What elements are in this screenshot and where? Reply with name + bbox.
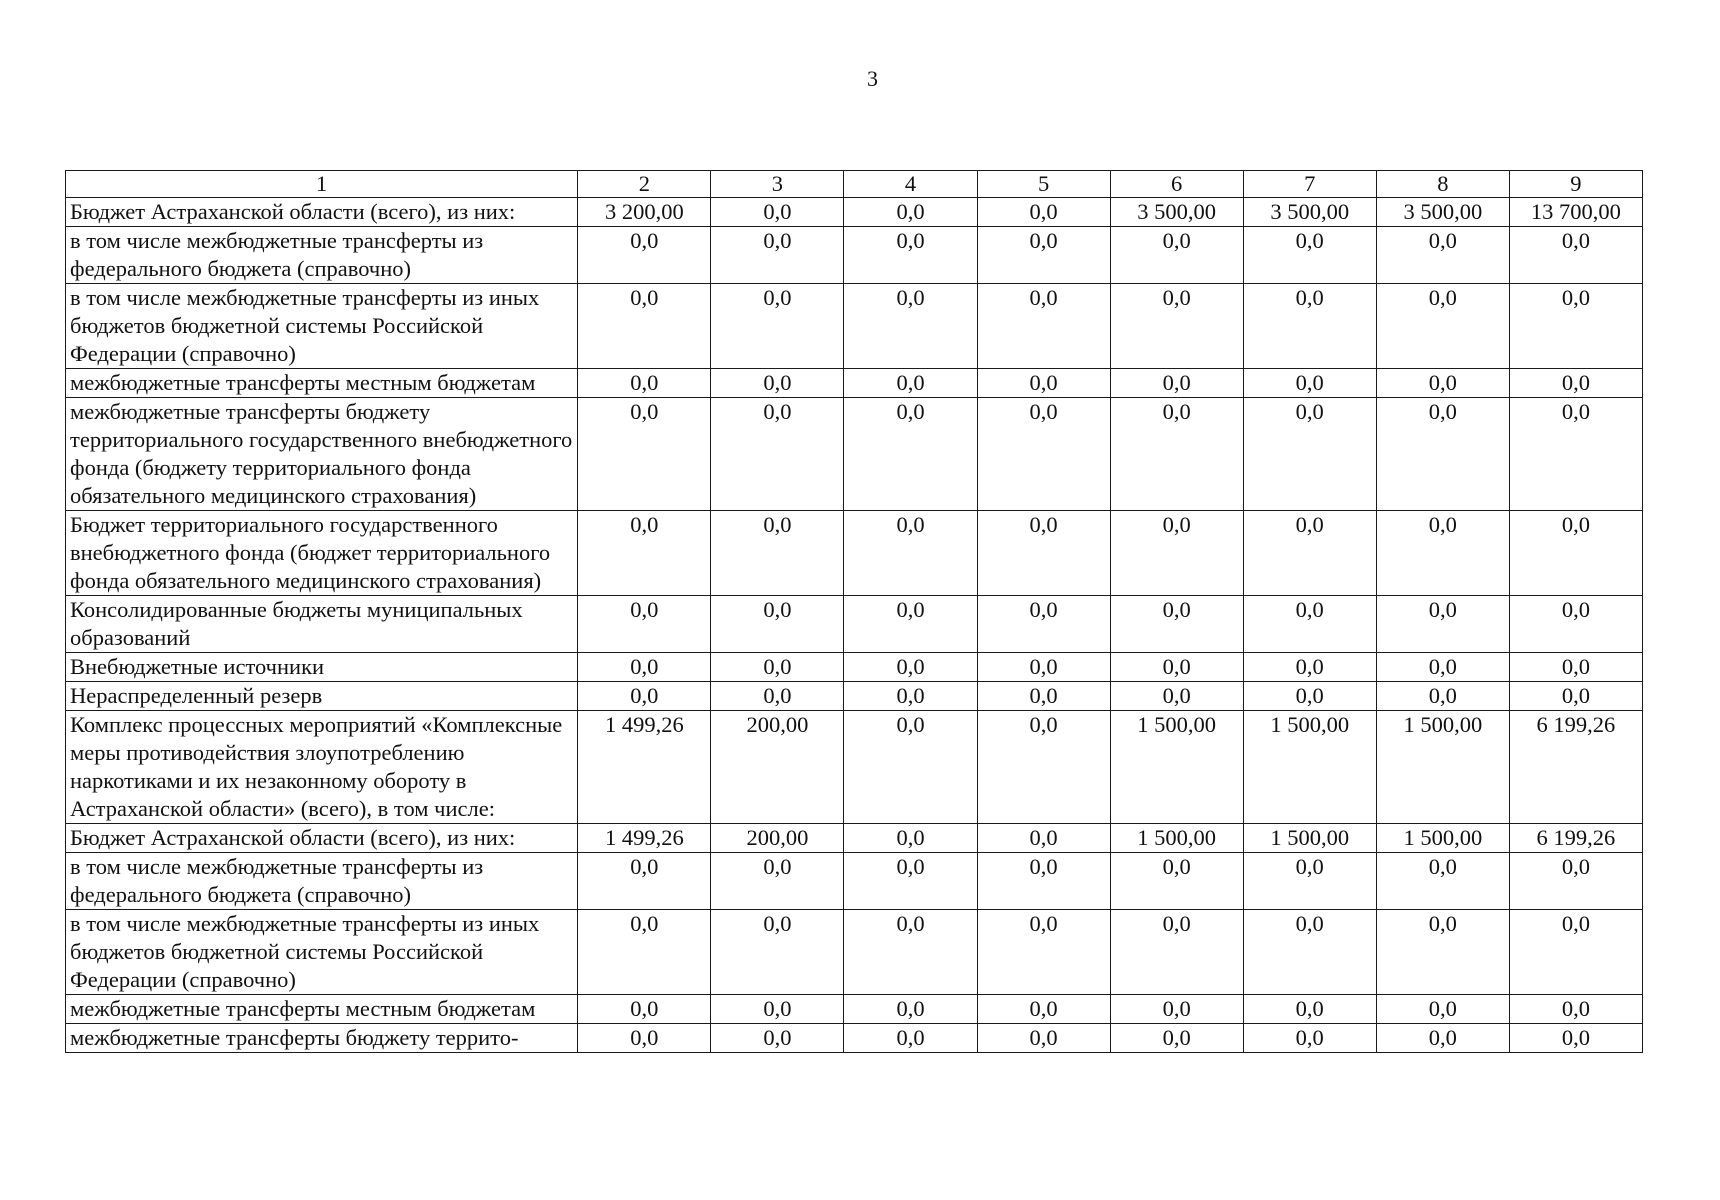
value-cell: 0,0 — [977, 1024, 1110, 1053]
row-label: межбюджетные трансферты местным бюджетам — [66, 369, 578, 398]
value-cell: 0,0 — [844, 1024, 977, 1053]
column-header: 9 — [1509, 171, 1642, 198]
table-row — [66, 910, 1643, 995]
value-cell: 0,0 — [1243, 369, 1376, 398]
value-cell: 0,0 — [977, 910, 1110, 995]
value-cell: 200,00 — [711, 711, 844, 824]
column-header: 8 — [1376, 171, 1509, 198]
value-cell: 0,0 — [1243, 596, 1376, 653]
column-header: 2 — [578, 171, 711, 198]
value-cell: 3 500,00 — [1376, 198, 1509, 227]
value-cell: 0,0 — [977, 824, 1110, 853]
value-cell: 0,0 — [1509, 653, 1642, 682]
value-cell: 0,0 — [1110, 653, 1243, 682]
table-row — [66, 596, 1643, 653]
value-cell: 0,0 — [1110, 995, 1243, 1024]
value-cell: 3 200,00 — [578, 198, 711, 227]
value-cell: 0,0 — [1243, 653, 1376, 682]
value-cell: 0,0 — [1110, 227, 1243, 284]
value-cell: 0,0 — [977, 711, 1110, 824]
value-cell: 0,0 — [711, 995, 844, 1024]
column-header: 4 — [844, 171, 977, 198]
row-label: Бюджет территориального государственного внебюджетного фонда (бюджет территориального фонда обязательного медицинского страхования) — [66, 511, 578, 596]
value-cell: 0,0 — [1376, 853, 1509, 910]
value-cell: 0,0 — [711, 198, 844, 227]
value-cell: 1 499,26 — [578, 824, 711, 853]
row-label: в том числе межбюджетные трансферты из федерального бюджета (справочно) — [66, 227, 578, 284]
value-cell: 0,0 — [1509, 995, 1642, 1024]
table-row — [66, 398, 1643, 511]
value-cell: 0,0 — [578, 1024, 711, 1053]
column-header: 3 — [711, 171, 844, 198]
value-cell: 0,0 — [1110, 398, 1243, 511]
value-cell: 0,0 — [711, 398, 844, 511]
value-cell: 0,0 — [844, 596, 977, 653]
value-cell: 0,0 — [844, 398, 977, 511]
value-cell: 0,0 — [1376, 369, 1509, 398]
value-cell: 0,0 — [977, 198, 1110, 227]
page-number: 3 — [867, 66, 878, 91]
column-header: 1 — [66, 171, 578, 198]
table-row — [66, 369, 1643, 398]
value-cell: 0,0 — [578, 284, 711, 369]
value-cell: 1 500,00 — [1243, 711, 1376, 824]
row-label: Нераспределенный резерв — [66, 682, 578, 711]
value-cell: 0,0 — [1509, 853, 1642, 910]
row-label: в том числе межбюджетные трансферты из иных бюджетов бюджетной системы Российской Федерации (справочно) — [66, 910, 578, 995]
row-label: межбюджетные трансферты бюджету террито- — [66, 1024, 578, 1053]
value-cell: 0,0 — [1243, 398, 1376, 511]
value-cell: 0,0 — [1509, 910, 1642, 995]
row-label: Внебюджетные источники — [66, 653, 578, 682]
value-cell: 0,0 — [844, 227, 977, 284]
value-cell: 0,0 — [977, 853, 1110, 910]
value-cell: 0,0 — [1243, 511, 1376, 596]
value-cell: 13 700,00 — [1509, 198, 1642, 227]
value-cell: 0,0 — [977, 284, 1110, 369]
value-cell: 0,0 — [1110, 284, 1243, 369]
value-cell: 0,0 — [711, 1024, 844, 1053]
value-cell: 3 500,00 — [1243, 198, 1376, 227]
row-label: Бюджет Астраханской области (всего), из них: — [66, 824, 578, 853]
value-cell: 0,0 — [1376, 227, 1509, 284]
value-cell: 0,0 — [578, 653, 711, 682]
value-cell: 0,0 — [578, 596, 711, 653]
value-cell: 0,0 — [1110, 1024, 1243, 1053]
value-cell: 0,0 — [1243, 284, 1376, 369]
value-cell: 0,0 — [711, 369, 844, 398]
value-cell: 0,0 — [1243, 1024, 1376, 1053]
value-cell: 0,0 — [1376, 398, 1509, 511]
value-cell: 0,0 — [1376, 653, 1509, 682]
row-label: Комплекс процессных мероприятий «Комплексные меры противодействия злоупотреблению наркотиками и их незаконному обороту в Астраханской области» (всего), в том числе: — [66, 711, 578, 824]
table-row — [66, 682, 1643, 711]
table-row — [66, 824, 1643, 853]
table-row — [66, 284, 1643, 369]
value-cell: 0,0 — [977, 398, 1110, 511]
row-label: Консолидированные бюджеты муниципальных образований — [66, 596, 578, 653]
value-cell: 0,0 — [844, 824, 977, 853]
value-cell: 0,0 — [844, 284, 977, 369]
value-cell: 0,0 — [977, 369, 1110, 398]
value-cell: 0,0 — [844, 853, 977, 910]
column-header: 7 — [1243, 171, 1376, 198]
value-cell: 0,0 — [1110, 511, 1243, 596]
value-cell: 1 500,00 — [1243, 824, 1376, 853]
value-cell: 0,0 — [711, 596, 844, 653]
value-cell: 0,0 — [844, 198, 977, 227]
value-cell: 0,0 — [1509, 369, 1642, 398]
value-cell: 0,0 — [578, 227, 711, 284]
column-header: 6 — [1110, 171, 1243, 198]
value-cell: 0,0 — [711, 284, 844, 369]
value-cell: 0,0 — [711, 910, 844, 995]
value-cell: 0,0 — [1376, 596, 1509, 653]
column-header: 5 — [977, 171, 1110, 198]
value-cell: 0,0 — [1243, 227, 1376, 284]
value-cell: 0,0 — [711, 511, 844, 596]
value-cell: 0,0 — [1376, 284, 1509, 369]
value-cell: 1 500,00 — [1110, 711, 1243, 824]
table-row — [66, 995, 1643, 1024]
table-row — [66, 711, 1643, 824]
value-cell: 0,0 — [1509, 284, 1642, 369]
value-cell: 0,0 — [977, 511, 1110, 596]
value-cell: 0,0 — [1243, 995, 1376, 1024]
value-cell: 1 500,00 — [1376, 711, 1509, 824]
row-label: межбюджетные трансферты местным бюджетам — [66, 995, 578, 1024]
value-cell: 0,0 — [1243, 910, 1376, 995]
value-cell: 0,0 — [578, 369, 711, 398]
value-cell: 3 500,00 — [1110, 198, 1243, 227]
value-cell: 0,0 — [977, 227, 1110, 284]
value-cell: 0,0 — [711, 653, 844, 682]
value-cell: 0,0 — [1376, 995, 1509, 1024]
table-header-row — [66, 171, 1643, 198]
value-cell: 0,0 — [1376, 511, 1509, 596]
value-cell: 0,0 — [578, 398, 711, 511]
value-cell: 0,0 — [711, 682, 844, 711]
value-cell: 0,0 — [1376, 682, 1509, 711]
value-cell: 0,0 — [1243, 853, 1376, 910]
value-cell: 0,0 — [578, 853, 711, 910]
value-cell: 0,0 — [1243, 682, 1376, 711]
value-cell: 0,0 — [578, 511, 711, 596]
budget-table — [65, 170, 1643, 1053]
value-cell: 0,0 — [1110, 910, 1243, 995]
value-cell: 0,0 — [578, 682, 711, 711]
value-cell: 0,0 — [844, 711, 977, 824]
table-row — [66, 653, 1643, 682]
value-cell: 0,0 — [1509, 682, 1642, 711]
row-label: Бюджет Астраханской области (всего), из них: — [66, 198, 578, 227]
value-cell: 0,0 — [1110, 596, 1243, 653]
value-cell: 0,0 — [1376, 910, 1509, 995]
value-cell: 0,0 — [1110, 853, 1243, 910]
value-cell: 1 500,00 — [1110, 824, 1243, 853]
value-cell: 0,0 — [844, 369, 977, 398]
value-cell: 1 499,26 — [578, 711, 711, 824]
value-cell: 0,0 — [711, 853, 844, 910]
value-cell: 0,0 — [1376, 1024, 1509, 1053]
value-cell: 200,00 — [711, 824, 844, 853]
row-label: в том числе межбюджетные трансферты из иных бюджетов бюджетной системы Российской Федерации (справочно) — [66, 284, 578, 369]
value-cell: 6 199,26 — [1509, 824, 1642, 853]
value-cell: 0,0 — [844, 995, 977, 1024]
value-cell: 0,0 — [844, 653, 977, 682]
value-cell: 0,0 — [578, 910, 711, 995]
value-cell: 0,0 — [1509, 596, 1642, 653]
value-cell: 0,0 — [1110, 682, 1243, 711]
value-cell: 0,0 — [977, 653, 1110, 682]
table-row — [66, 1024, 1643, 1053]
value-cell: 0,0 — [977, 596, 1110, 653]
table-row — [66, 853, 1643, 910]
value-cell: 0,0 — [1509, 1024, 1642, 1053]
table-row — [66, 198, 1643, 227]
value-cell: 0,0 — [977, 995, 1110, 1024]
value-cell: 6 199,26 — [1509, 711, 1642, 824]
table-row — [66, 227, 1643, 284]
value-cell: 1 500,00 — [1376, 824, 1509, 853]
value-cell: 0,0 — [711, 227, 844, 284]
value-cell: 0,0 — [1509, 511, 1642, 596]
value-cell: 0,0 — [1509, 398, 1642, 511]
value-cell: 0,0 — [844, 682, 977, 711]
row-label: межбюджетные трансферты бюджету территориального государственного внебюджетного фонда (бюджету территориального фонда обязательного медицинского страхования) — [66, 398, 578, 511]
table-row — [66, 511, 1643, 596]
value-cell: 0,0 — [1509, 227, 1642, 284]
value-cell: 0,0 — [844, 910, 977, 995]
row-label: в том числе межбюджетные трансферты из федерального бюджета (справочно) — [66, 853, 578, 910]
value-cell: 0,0 — [1110, 369, 1243, 398]
value-cell: 0,0 — [977, 682, 1110, 711]
value-cell: 0,0 — [578, 995, 711, 1024]
value-cell: 0,0 — [844, 511, 977, 596]
